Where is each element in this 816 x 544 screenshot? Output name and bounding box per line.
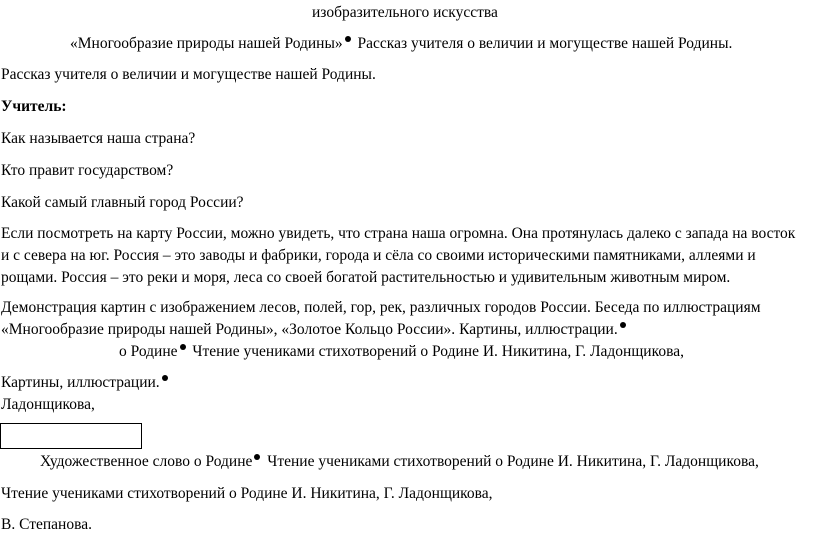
question-ruler: Кто правит государством? — [1, 162, 174, 179]
stepanova-line: В. Степанова. — [1, 516, 92, 533]
bullet-icon — [162, 375, 168, 381]
map-paragraph-line-3: рощами. Россия – это реки и моря, леса со своей богатой растительностью и удивительным животным миром. — [1, 269, 731, 286]
empty-frame — [0, 423, 142, 449]
topic-line-story: Рассказ учителя о величии и могуществе нашей Родины. — [353, 35, 733, 52]
topic-line — [70, 33, 732, 55]
demo-paragraph-line-1: Демонстрация картин с изображением лесов, полей, гор, рек, различных городов России. Беседа по иллюстрациям — [1, 299, 761, 316]
art-word-reading: Чтение учениками стихотворений о Родине И. Никитина, Г. Ладонщикова, — [263, 453, 759, 470]
map-paragraph-line-2: и с севера на юг. Россия – это заводы и фабрики, города и сёла со своими историческими памятниками, аллеями и — [1, 247, 756, 264]
question-capital: Какой самый главный город России? — [1, 194, 244, 211]
demo-paragraph-line-2 — [1, 319, 629, 341]
header-line: изобразительного искусства — [312, 4, 498, 21]
art-word-line — [40, 451, 759, 473]
map-paragraph-line-1: Если посмотреть на карту России, можно увидеть, что страна наша огромна. Она протянулась далеко с запада на восток — [1, 225, 796, 242]
ladonshchikova-line: Ладонщикова, — [1, 396, 95, 413]
teacher-label: Учитель: — [1, 98, 67, 115]
pictures-text: Картины, иллюстрации. — [1, 374, 160, 391]
demo-paragraph-line-3 — [119, 341, 684, 363]
pictures-line — [1, 372, 171, 394]
demo-paragraph-reading: Чтение учениками стихотворений о Родине И. Никитина, Г. Ладонщикова, — [188, 343, 684, 360]
reading-line: Чтение учениками стихотворений о Родине И. Никитина, Г. Ладонщикова, — [1, 485, 493, 502]
topic-line-title: «Многообразие природы нашей Родины» — [70, 35, 343, 52]
bullet-icon — [254, 454, 260, 460]
demo-paragraph-pictures: Картины, иллюстрации. — [455, 321, 618, 338]
question-country: Как называется наша страна? — [1, 130, 196, 147]
demo-paragraph-about: о Родине — [119, 343, 178, 360]
bullet-icon — [345, 36, 351, 42]
bullet-icon — [180, 344, 186, 350]
art-word-title: Художественное слово о Родине — [40, 453, 253, 470]
bullet-icon — [620, 322, 626, 328]
demo-paragraph-titles: «Многообразие природы нашей Родины», «Золотое Кольцо России». — [1, 321, 456, 338]
story-paragraph: Рассказ учителя о величии и могуществе нашей Родины. — [1, 66, 376, 83]
